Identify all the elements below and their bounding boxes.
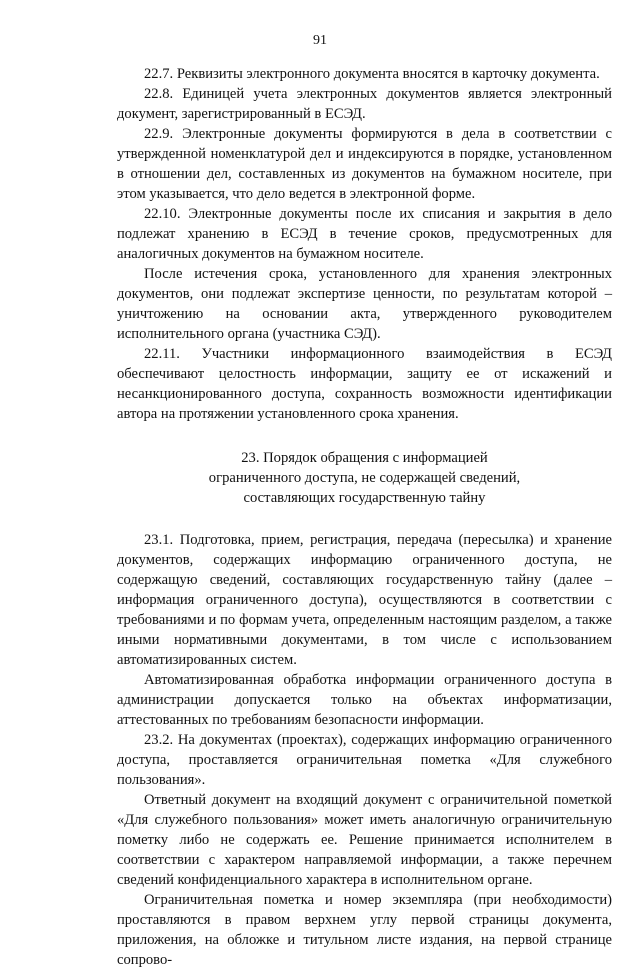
paragraph-23-2-marking: Ограничительная пометка и номер экземпляра (при необходимости) проставляются в правом верхнем углу первой страницы документа, приложения, на обложке и титульном листе издания, на первой странице сопрово- [117, 892, 612, 968]
paragraph-22-8: 22.8. Единицей учета электронных документов является электронный документ, зарегистрированный в ЕСЭД. [117, 86, 612, 122]
paragraph-22-11: 22.11. Участники информационного взаимодействия в ЕСЭД обеспечивают целостность информации, защиту ее от искажений и несанкционированного доступа, сохранность возможности идентификации автора на протяжении установленного срока хранения. [117, 346, 612, 422]
section-heading [117, 448, 612, 508]
section-heading-line: составляющих государственную тайну [243, 490, 486, 506]
document-body [117, 64, 612, 970]
section-heading-line: 23. Порядок обращения с информацией [241, 450, 488, 466]
paragraph-22-10-continued: После истечения срока, установленного для хранения электронных документов, они подлежат экспертизе ценности, по результатам которой – уничтожению на основании акта, утвержденного руководителем исполнительного органа (участника СЭД). [117, 266, 612, 342]
paragraph-23-2: 23.2. На документах (проектах), содержащих информацию ограниченного доступа, проставляется ограничительная пометка «Для служебного пользования». [117, 732, 612, 788]
page-number: 91 [313, 33, 327, 48]
paragraph-22-9: 22.9. Электронные документы формируются в дела в соответствии с утвержденной номенклатурой дел и индексируются в порядке, установленном в отношении дел, составленных из документов на бумажном носителе, при этом указывается, что дело ведется в электронной форме. [117, 126, 612, 202]
paragraph-23-1-continued: Автоматизированная обработка информации ограниченного доступа в администрации допускается только на объектах информатизации, аттестованных по требованиям безопасности информации. [117, 672, 612, 728]
paragraph-23-2-response: Ответный документ на входящий документ с ограничительной пометкой «Для служебного пользования» может иметь аналогичную ограничительную пометку либо не содержать ее. Решение принимается исполнителем в соответствии с характером направляемой информации, а также перечнем сведений конфиденциального характера в исполнительном органе. [117, 792, 612, 888]
paragraph-22-7: 22.7. Реквизиты электронного документа вносятся в карточку документа. [144, 66, 600, 82]
paragraph-23-1: 23.1. Подготовка, прием, регистрация, передача (пересылка) и хранение документов, содержащих информацию ограниченного доступа, не содержащую сведений, составляющих государственную тайну (далее – информация ограниченного доступа), осуществляются в соответствии с требованиями и по формам учета, определенным настоящим разделом, а также иными нормативными документами, в том числе с использованием автоматизированных систем. [117, 532, 612, 668]
paragraph-22-10: 22.10. Электронные документы после их списания и закрытия в дело подлежат хранению в ЕСЭД в течение сроков, предусмотренных для аналогичных документов на бумажном носителе. [117, 206, 612, 262]
section-heading-line: ограниченного доступа, не содержащей сведений, [208, 470, 521, 486]
